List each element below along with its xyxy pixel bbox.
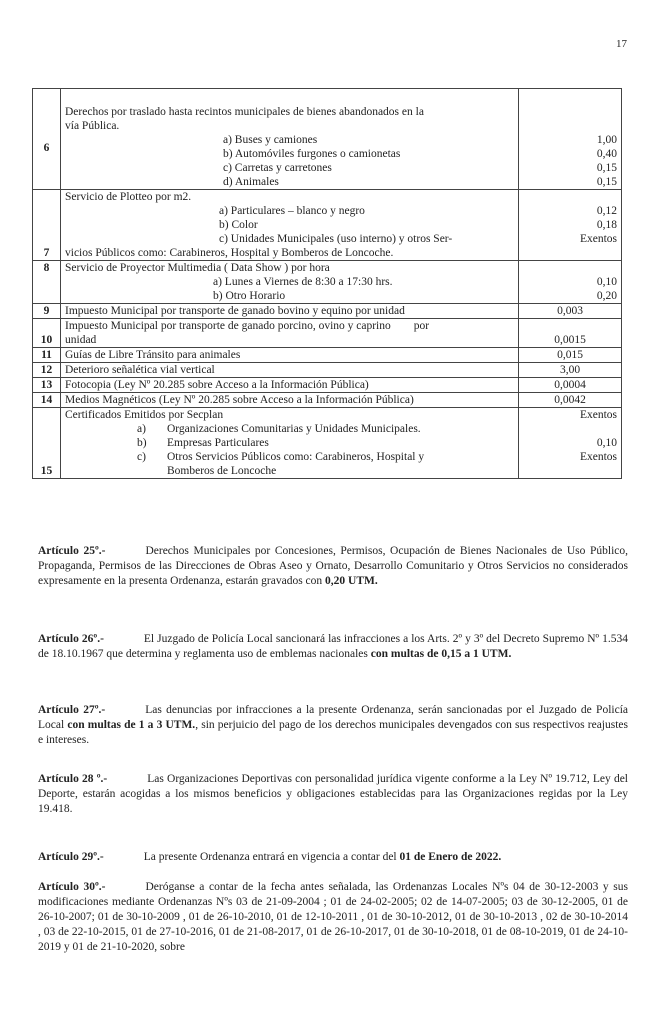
row-description: Impuesto Municipal por transporte de ganado bovino y equino por unidad bbox=[61, 304, 519, 319]
table-row bbox=[33, 348, 622, 363]
row-value: 3,00 bbox=[519, 363, 622, 378]
table-row bbox=[33, 89, 622, 190]
row-number: 6 bbox=[33, 89, 61, 190]
row-value: 0,015 bbox=[519, 348, 622, 363]
table-row bbox=[33, 393, 622, 408]
row-number: 13 bbox=[33, 378, 61, 393]
fees-table bbox=[32, 88, 622, 479]
row-value: 0,003 bbox=[519, 304, 622, 319]
row-number: 11 bbox=[33, 348, 61, 363]
row-description: Certificados Emitidos por Secplan a) Organizaciones Comunitarias y Unidades Municipales. b) Empresas Particulares c) Otros Servicios Públicos como: Carabineros, Hospital y Bomberos de Loncoche bbox=[61, 408, 519, 479]
row-value: 0,0042 bbox=[519, 393, 622, 408]
row-number: 10 bbox=[33, 319, 61, 348]
table-row bbox=[33, 261, 622, 304]
row-number: 14 bbox=[33, 393, 61, 408]
list-item: b) Empresas Particulares bbox=[137, 437, 269, 449]
article-26: Artículo 26º.- El Juzgado de Policía Local sancionará las infracciones a los Arts. 2º y 3º del Decreto Supremo Nº 1.534 de 18.10.1967 que determina y reglamenta uso de emblemas nacionales con multas de 0,15 a 1 UTM. bbox=[38, 633, 628, 660]
row-values: 0,12 0,18 Exentos bbox=[519, 190, 622, 261]
table-row bbox=[33, 363, 622, 378]
article-29: Artículo 29º.- La presente Ordenanza entrará en vigencia a contar del 01 de Enero de 2022. bbox=[38, 851, 502, 863]
row-description: Deterioro señalética vial vertical bbox=[61, 363, 519, 378]
row-description: Fotocopia (Ley Nº 20.285 sobre Acceso a la Información Pública) bbox=[61, 378, 519, 393]
article-25: Artículo 25º.- Derechos Municipales por Concesiones, Permisos, Ocupación de Bienes Nacionales de Uso Público, Propaganda, Permisos de las Direcciones de Obras Aseo y Ornato, Desarrollo Comunitario y Otros Servicios no considerados expresamente en la presenta Ordenanza, estarán gravados con 0,20 UTM. bbox=[38, 545, 628, 587]
row-value: 0,0004 bbox=[519, 378, 622, 393]
table-row bbox=[33, 378, 622, 393]
table-row bbox=[33, 408, 622, 479]
row-description: Impuesto Municipal por transporte de ganado porcino, ovino y caprino por unidad bbox=[61, 319, 519, 348]
row-number: 7 bbox=[33, 190, 61, 261]
table-row bbox=[33, 304, 622, 319]
table-row bbox=[33, 190, 622, 261]
row-number: 8 bbox=[33, 261, 61, 304]
row-values: 0,10 0,20 bbox=[519, 261, 622, 304]
article-27: Artículo 27º.- Las denuncias por infracciones a la presente Ordenanza, serán sancionadas por el Juzgado de Policía Local con multas de 1 a 3 UTM., sin perjuicio del pago de los derechos municipales devengados con sus respectivos reajustes e intereses. bbox=[38, 704, 629, 746]
article-30: Artículo 30º.- Deróganse a contar de la fecha antes señalada, las Ordenanzas Locales Nºs 04 de 30-12-2003 y sus modificaciones mediante Ordenanzas Nºs 03 de 21-09-2004 ; 01 de 24-02-2005; 02 de 14-07-2005; 03 de 30-12-2005, 01 de 26-10-2007; 01 de 30-10-2009 , 01 de 26-10-2010, 01 de 12-10-2011 , 01 de 30-10-2012, 01 de 30-10-2013 , 02 de 30-10-2014 , 03 de 22-10-2015, 01 de 27-10-2016, 01 de 21-08-2017, 01 de 26-10-2017, 01 de 30-10-2018, 01 de 08-10-2019, 01 de 24-10-2019 y 01 de 21-10-2020, sobre bbox=[38, 881, 628, 953]
row-values: Exentos 0,10 Exentos bbox=[519, 408, 622, 479]
list-item: a) Organizaciones Comunitarias y Unidades Municipales. bbox=[137, 423, 421, 435]
table-row bbox=[33, 319, 622, 348]
article-28: Artículo 28 º.- Las Organizaciones Deportivas con personalidad jurídica vigente conforme a la Ley Nº 19.712, Ley del Deporte, estarán acogidas a los mismos beneficios y obligaciones establecidas para las Organizaciones regidas por la Ley 19.418. bbox=[38, 773, 628, 815]
row-value: 0,0015 bbox=[519, 319, 622, 348]
row-description: Servicio de Proyector Multimedia ( Data Show ) por hora a) Lunes a Viernes de 8:30 a 17:30 hrs. b) Otro Horario bbox=[61, 261, 519, 304]
row-values: 1,00 0,40 0,15 0,15 bbox=[519, 89, 622, 190]
row-description: Derechos por traslado hasta recintos municipales de bienes abandonados en la vía Pública. a) Buses y camiones b) Automóviles furgones o camionetas c) Carretas y carretones d) Animales bbox=[61, 89, 519, 190]
list-item: c) Otros Servicios Públicos como: Carabineros, Hospital y Bomberos de Loncoche bbox=[137, 451, 425, 477]
row-number: 15 bbox=[33, 408, 61, 479]
row-description: Servicio de Plotteo por m2. a) Particulares – blanco y negro b) Color c) Unidades Municipales (uso interno) y otros Ser- vicios Públicos como: Carabineros, Hospital y Bomberos de Loncoche. bbox=[61, 190, 519, 261]
row-number: 12 bbox=[33, 363, 61, 378]
row-description: Medios Magnéticos (Ley Nº 20.285 sobre Acceso a la Información Pública) bbox=[61, 393, 519, 408]
page-number: 17 bbox=[616, 38, 627, 50]
row-description: Guías de Libre Tránsito para animales bbox=[61, 348, 519, 363]
row-number: 9 bbox=[33, 304, 61, 319]
